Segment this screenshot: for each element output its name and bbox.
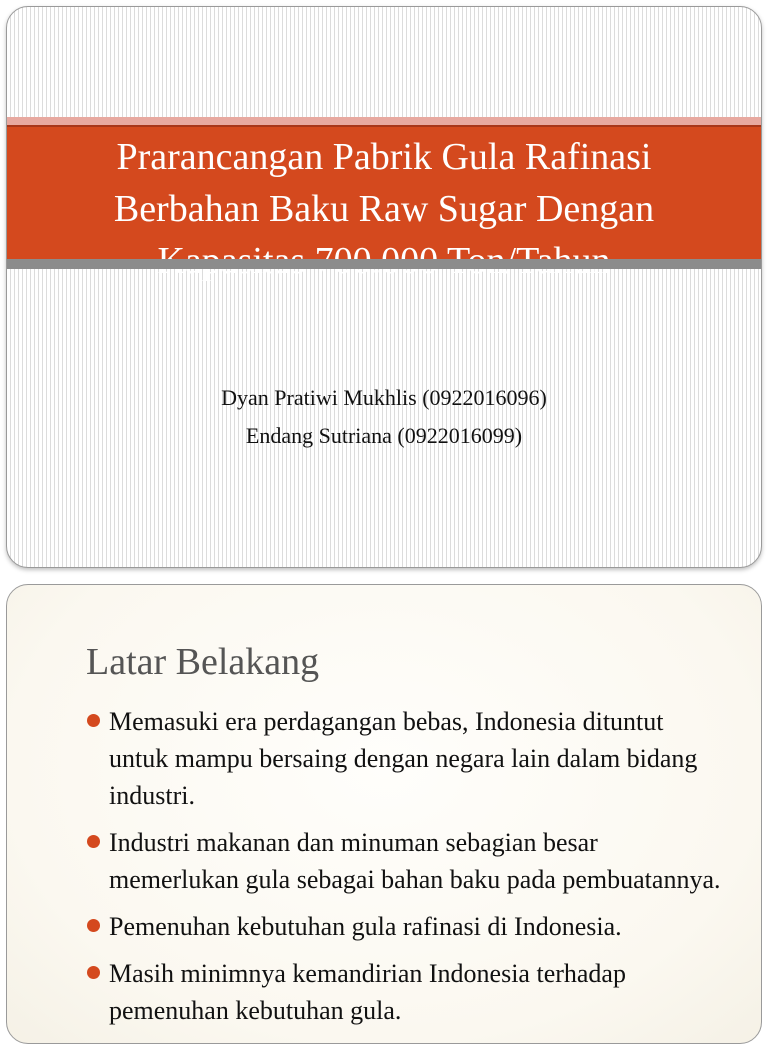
bullet-item (85, 908, 725, 945)
author-1: Dyan Pratiwi Mukhlis (0922016096) (221, 385, 547, 410)
author-2: Endang Sutriana (0922016099) (245, 423, 523, 448)
content-slide (6, 584, 762, 1044)
bullet-dot-icon (87, 919, 100, 932)
title-line-2: Berbahan Baku Raw Sugar Dengan (113, 188, 655, 230)
bullet-text: Pemenuhan kebutuhan gula rafinasi di Indonesia. (109, 912, 622, 941)
bullet-text: Memasuki era perdagangan bebas, Indonesia dituntut untuk mampu bersaing dengan negara lain dalam bidang industri. (109, 707, 698, 810)
title-line-1: Prarancangan Pabrik Gula Rafinasi (116, 136, 652, 178)
title-slide (6, 6, 762, 568)
bullet-dot-icon (87, 714, 100, 727)
title-band (7, 125, 761, 259)
author-list (7, 379, 761, 455)
bullet-item (85, 703, 725, 814)
bullet-text: Industri makanan dan minuman sebagian besar memerlukan gula sebagai bahan baku pada pembuatannya. (109, 828, 721, 894)
bullet-list (85, 703, 725, 1039)
bullet-item (85, 824, 725, 898)
section-title: Latar Belakang (86, 641, 320, 683)
title-band-bottom-stripe (7, 259, 761, 269)
bullet-dot-icon (87, 966, 100, 979)
bullet-dot-icon (87, 835, 100, 848)
bullet-text: Masih minimnya kemandirian Indonesia terhadap pemenuhan kebutuhan gula. (109, 959, 626, 1025)
bullet-item (85, 955, 725, 1029)
title-band-top-stripe (7, 117, 761, 125)
